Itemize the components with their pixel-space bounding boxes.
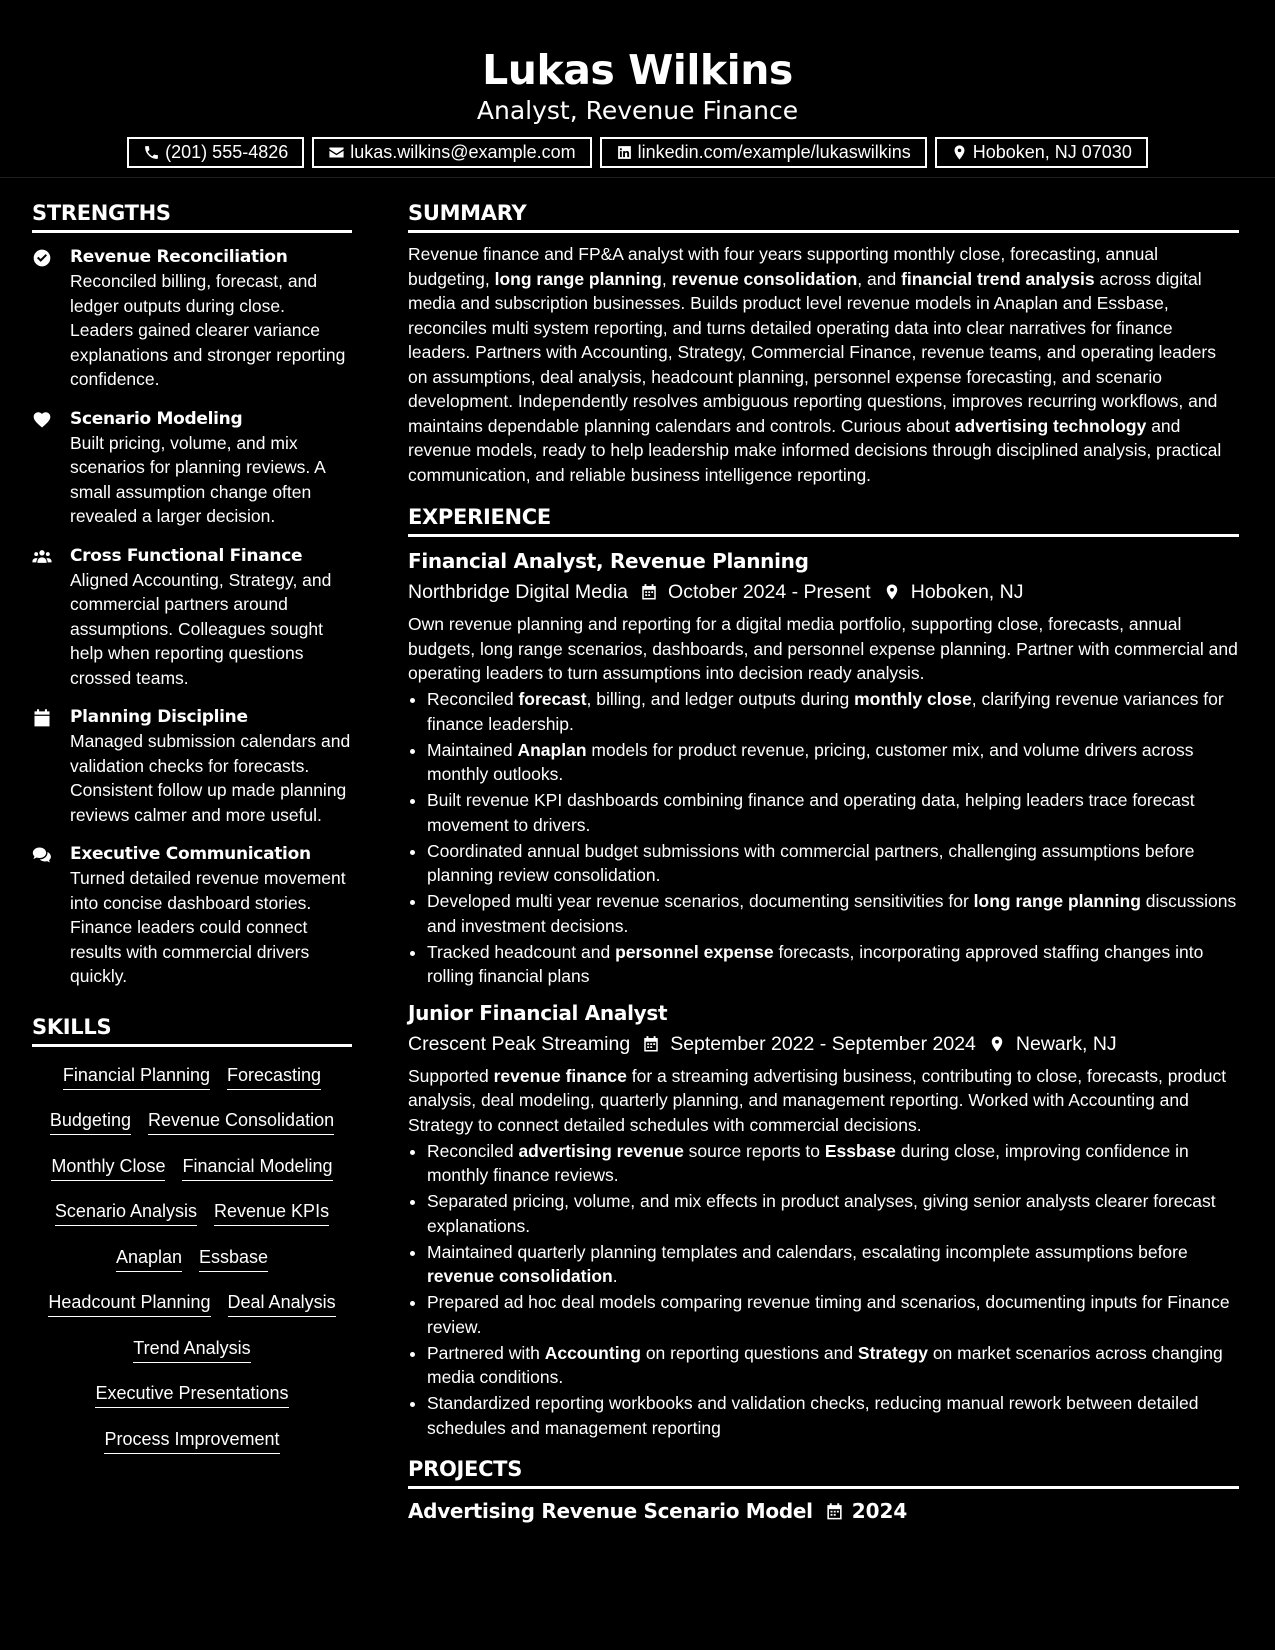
contact-bar <box>0 137 1275 168</box>
linkedin-icon <box>616 144 633 161</box>
skill-tag: Executive Presentations <box>95 1381 288 1408</box>
job-dates: October 2024 - Present <box>668 581 871 603</box>
skills-list <box>32 1055 352 1465</box>
map-pin-icon <box>988 1035 1006 1053</box>
skills-section <box>32 1010 352 1465</box>
strength-description: Aligned Accounting, Strategy, and commercial partners around assumptions. Colleagues sought help when reporting questions crossed teams. <box>70 569 332 688</box>
strength-title: Revenue Reconciliation <box>70 247 288 267</box>
envelope-icon <box>328 144 345 161</box>
summary-section <box>408 196 1239 487</box>
skill-tag: Revenue KPIs <box>214 1199 329 1226</box>
skill-tag: Revenue Consolidation <box>148 1108 334 1135</box>
job-meta <box>408 1029 1239 1059</box>
experience-heading: EXPERIENCE <box>408 500 1239 537</box>
strength-title: Planning Discipline <box>70 707 248 727</box>
job-dates: September 2022 - September 2024 <box>670 1032 976 1055</box>
job-role: Financial Analyst, Revenue Planning <box>408 549 809 573</box>
heart-icon <box>32 410 52 430</box>
bullet-item: • Standardized reporting workbooks and validation checks, reducing manual rework between detailed schedules and management reporting <box>427 1391 1239 1440</box>
skill-tag: Financial Modeling <box>182 1154 332 1181</box>
skill-tag: Deal Analysis <box>228 1290 336 1317</box>
contact-phone[interactable] <box>127 137 304 168</box>
experience-section <box>408 500 1239 1440</box>
map-pin-icon <box>883 583 901 601</box>
strength-description: Built pricing, volume, and mix scenarios for planning reviews. A small assumption change often revealed a larger decision. <box>70 432 325 526</box>
job-bullets <box>408 687 1239 989</box>
bullet-item: • Maintained quarterly planning templates and calendars, escalating incomplete assumptions before revenue consolidation. <box>427 1240 1239 1289</box>
strength-title: Executive Communication <box>70 844 311 864</box>
map-pin-icon <box>951 144 968 161</box>
contact-linkedin-text: linkedin.com/example/lukaswilkins <box>637 142 911 162</box>
skill-tag: Financial Planning <box>63 1063 210 1090</box>
skill-tag: Budgeting <box>50 1108 131 1135</box>
bullet-item: • Reconciled forecast, billing, and ledger outputs during monthly close, clarifying revenue variances for finance leadership. <box>427 687 1239 736</box>
comments-icon <box>32 845 52 865</box>
skill-tag: Trend Analysis <box>133 1336 250 1363</box>
strength-description: Turned detailed revenue movement into concise dashboard stories. Finance leaders could connect results with commercial drivers quickly. <box>70 868 346 986</box>
calendar-icon <box>32 708 52 728</box>
check-circle-icon <box>32 248 52 268</box>
calendar-icon <box>825 1502 844 1521</box>
strengths-section <box>32 196 352 989</box>
skill-tag: Process Improvement <box>104 1427 279 1454</box>
projects-heading: PROJECTS <box>408 1452 1239 1489</box>
job-description: Supported revenue finance for a streaming advertising business, contributing to close, forecasts, product analysis, deal modeling, quarterly planning, and management reporting. Worked with Accounting and Strategy to connect detailed schedules with commercial decisions. <box>408 1065 1227 1135</box>
job-entry <box>408 999 1239 1441</box>
strengths-heading: STRENGTHS <box>32 196 352 233</box>
strength-item <box>32 705 352 827</box>
contact-linkedin[interactable] <box>600 137 927 168</box>
candidate-name: Lukas Wilkins <box>482 46 793 94</box>
strength-description: Reconciled billing, forecast, and ledger outputs during close. Leaders gained clearer variance explanations and stronger reporting confidence. <box>70 271 346 389</box>
skill-tag: Scenario Analysis <box>55 1199 197 1226</box>
job-role: Junior Financial Analyst <box>408 1000 668 1025</box>
job-company: Northbridge Digital Media <box>408 581 629 603</box>
bullet-item: • Developed multi year revenue scenarios, documenting sensitivities for long range planning discussions and investment decisions. <box>427 889 1239 938</box>
right-column <box>408 196 1239 1525</box>
candidate-title: Analyst, Revenue Finance <box>476 96 799 125</box>
contact-location-text: Hoboken, NJ 07030 <box>972 142 1132 162</box>
strength-item <box>32 842 352 989</box>
bullet-item: • Reconciled advertising revenue source reports to Essbase during close, improving confidence in monthly finance reviews. <box>427 1139 1239 1188</box>
calendar-icon <box>640 583 658 601</box>
bullet-item: • Maintained Anaplan models for product revenue, pricing, customer mix, and volume drivers across monthly outlooks. <box>427 738 1239 787</box>
contact-phone-text: (201) 555-4826 <box>165 142 289 162</box>
project-entry <box>408 1497 1239 1525</box>
strength-title: Scenario Modeling <box>70 408 243 429</box>
job-meta <box>408 577 1239 607</box>
job-entry <box>408 547 1239 989</box>
bullet-item: • Partnered with Accounting on reporting questions and Strategy on market scenarios across changing media conditions. <box>427 1341 1239 1390</box>
strength-item <box>32 407 352 529</box>
contact-email[interactable] <box>312 137 591 168</box>
project-title: Advertising Revenue Scenario Model <box>408 1499 813 1523</box>
summary-heading: SUMMARY <box>408 196 1239 233</box>
contact-email-text: lukas.wilkins@example.com <box>350 142 576 162</box>
skill-tag: Anaplan <box>116 1245 182 1272</box>
strength-item <box>32 544 352 691</box>
job-location: Hoboken, NJ <box>910 581 1024 603</box>
skill-tag: Forecasting <box>227 1063 321 1090</box>
skills-heading: SKILLS <box>32 1010 352 1047</box>
skill-tag: Headcount Planning <box>48 1290 210 1317</box>
calendar-icon <box>642 1035 660 1053</box>
users-icon <box>32 547 52 567</box>
bullet-item: • Built revenue KPI dashboards combining finance and operating data, helping leaders trace forecast movement to drivers. <box>427 788 1239 837</box>
job-location: Newark, NJ <box>1015 1032 1117 1055</box>
bullet-item: • Prepared ad hoc deal models comparing revenue timing and scenarios, documenting inputs for Finance review. <box>427 1290 1239 1339</box>
strength-item <box>32 245 352 392</box>
strength-description: Managed submission calendars and validation checks for forecasts. Consistent follow up made planning reviews calmer and more useful. <box>70 731 351 825</box>
bullet-item: • Separated pricing, volume, and mix effects in product analyses, giving senior analysts clearer forecast explanations. <box>427 1189 1239 1238</box>
phone-icon <box>143 144 160 161</box>
contact-location[interactable] <box>935 137 1148 168</box>
projects-section <box>408 1452 1239 1525</box>
skill-tag: Monthly Close <box>51 1154 165 1181</box>
bullet-item: • Coordinated annual budget submissions with commercial partners, challenging assumptions before planning review consolidation. <box>427 839 1239 888</box>
job-description: Own revenue planning and reporting for a digital media portfolio, supporting close, forecasts, annual budgets, long range scenarios, dashboards, and personnel expense planning. Partner with commercial and operating leaders to turn assumptions into decision ready analysis. <box>408 614 1238 683</box>
job-bullets <box>408 1139 1239 1441</box>
project-year: 2024 <box>851 1499 908 1523</box>
bullet-item: • Tracked headcount and personnel expense forecasts, incorporating approved staffing changes into rolling financial plans <box>427 940 1239 989</box>
left-column <box>32 196 352 1464</box>
skill-tag: Essbase <box>199 1245 268 1272</box>
job-company: Crescent Peak Streaming <box>408 1032 631 1055</box>
strength-title: Cross Functional Finance <box>70 545 303 566</box>
resume-header <box>0 0 1275 178</box>
summary-text: Revenue finance and FP&A analyst with four years supporting monthly close, forecasting, annual budgeting, long range planning, revenue consolidation, and financial trend analysis across digital media and subscription businesses. Builds product level revenue models in Anaplan and Essbase, reconciles multi system reporting, and turns detailed operating data into clear narratives for finance leaders. Partners with Accounting, Strategy, Commercial Finance, revenue teams, and operating leaders on assumptions, deal analysis, headcount planning, personnel expense forecasting, and scenario development. Independently resolves ambiguous reporting questions, improves recurring workflows, and maintains dependable planning calendars and controls. Curious about advertising technology and revenue models, ready to help leadership make informed decisions through disciplined analysis, practical communication, and reliable business intelligence reporting. <box>408 244 1222 485</box>
